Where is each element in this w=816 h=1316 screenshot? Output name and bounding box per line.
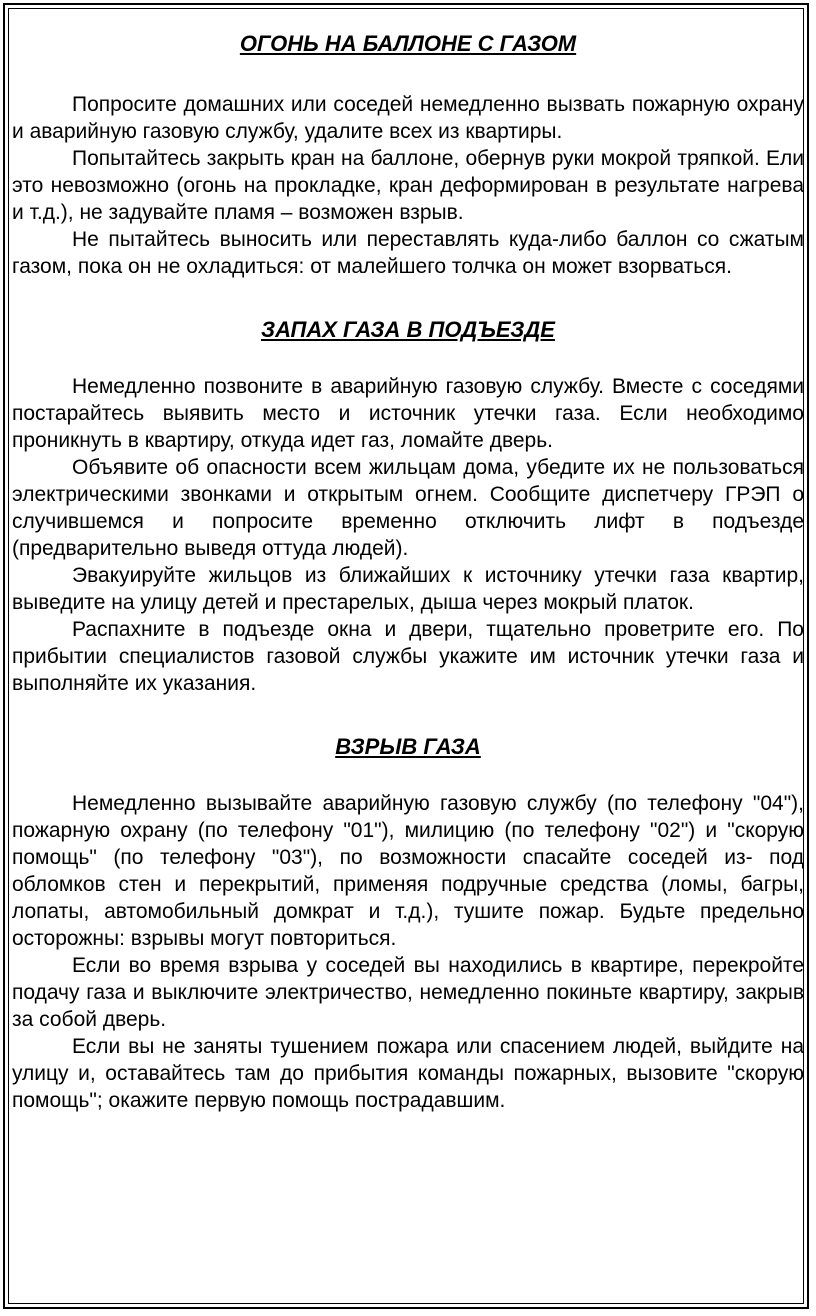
paragraph: Если вы не заняты тушением пожара или спасением людей, выйдите на улицу и, оставайтесь там до прибытия команды пожарных, вызовите "скорую помощь"; окажите первую помощь пострадавшим.: [12, 1035, 804, 1112]
paragraph: Попросите домашних или соседей немедленно вызвать пожарную охрану и аварийную газовую службу, удалите всех из квартиры.: [12, 93, 804, 143]
document-body: [12, 30, 804, 1114]
paragraph: Немедленно позвоните в аварийную газовую службу. Вместе с соседями постарайтесь выявить место и источник утечки газа. Если необходимо проникнуть в квартиру, откуда идет газ, ломайте дверь.: [12, 375, 804, 452]
section-title-fire-on-cylinder: ОГОНЬ НА БАЛЛОНЕ С ГАЗОМ: [239, 31, 577, 56]
paragraph: Эвакуируйте жильцов из ближайших к источнику утечки газа квартир, выведите на улицу детей и престарелых, дыша через мокрый платок.: [12, 564, 804, 614]
paragraph: Не пытайтесь выносить или переставлять куда-либо баллон со сжатым газом, пока он не охладиться: от малейшего толчка он может взорваться.: [12, 228, 804, 278]
paragraph: Немедленно вызывайте аварийную газовую службу (по телефону "04"), пожарную охрану (по телефону "01"), милицию (по телефону "02") и "скорую помощь" (по телефону "03"), по возможности спасайте соседей из- под обломков стен и перекрытий, применяя подручные средства (ломы, багры, лопаты, автомобильный домкрат и т.д.), тушите пожар. Будьте предельно осторожны: взрывы могут повториться.: [12, 792, 804, 950]
section-title-gas-explosion: ВЗРЫВ ГАЗА: [335, 734, 481, 759]
paragraph: Распахните в подъезде окна и двери, тщательно проветрите его. По прибытии специалистов газовой службы укажите им источник утечки газа и выполняйте их указания.: [12, 618, 804, 695]
section-title-gas-smell-in-entrance: ЗАПАХ ГАЗА В ПОДЪЕЗДЕ: [261, 317, 555, 342]
paragraph: Если во время взрыва у соседей вы находились в квартире, перекройте подачу газа и выключите электричество, немедленно покиньте квартиру, закрыв за собой дверь.: [12, 954, 804, 1031]
paragraph: Попытайтесь закрыть кран на баллоне, обернув руки мокрой тряпкой. Ели это невозможно (огонь на прокладке, кран деформирован в результате нагрева и т.д.), не задувайте пламя – возможен взрыв.: [12, 147, 804, 224]
paragraph: Объявите об опасности всем жильцам дома, убедите их не пользоваться электрическими звонками и открытым огнем. Сообщите диспетчеру ГРЭП о случившемся и попросите временно отключить лифт в подъезде (предварительно выведя оттуда людей).: [12, 456, 804, 560]
